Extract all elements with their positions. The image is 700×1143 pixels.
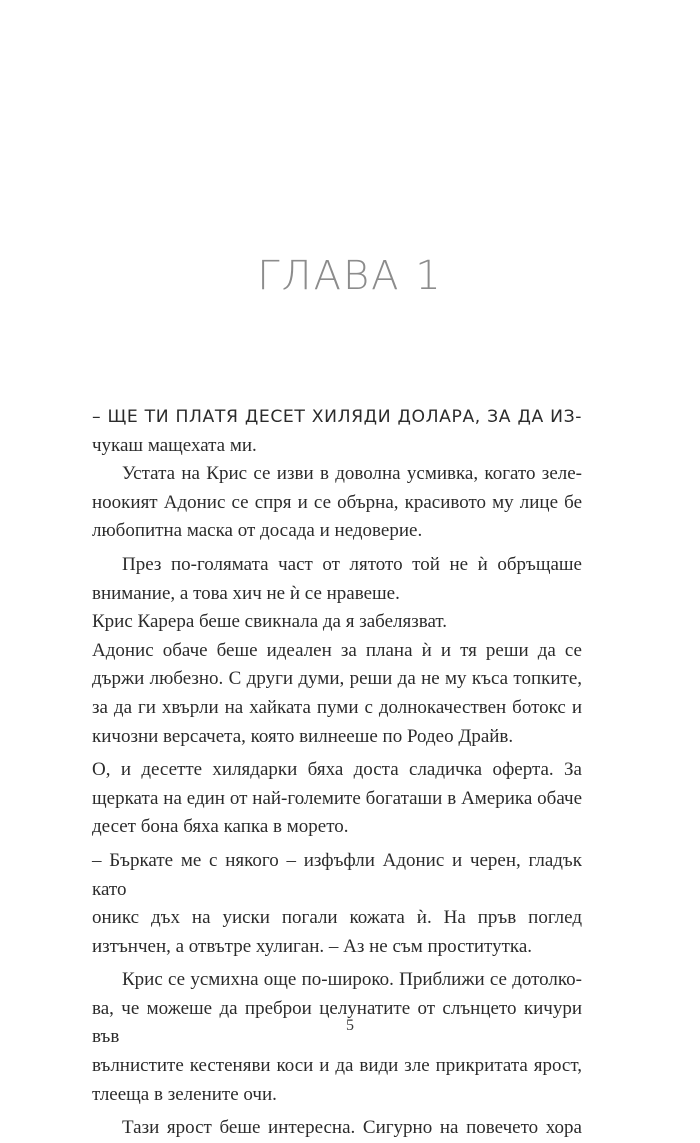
chapter-title: ГЛАВА 1	[257, 253, 443, 299]
opening-line-rest: чукаш мащехата ми.	[92, 434, 257, 456]
paragraph-2	[92, 460, 582, 546]
text-line: – Бъркате ме с някого – изфъфли Адонис и черен, гладък като	[92, 849, 582, 900]
text-line: О, и десетте хилядарки бяха доста сладичка оферта. За	[92, 759, 582, 781]
paragraph-4	[92, 608, 582, 637]
text-line: любопитна маска от досада и недоверие.	[92, 520, 423, 542]
paragraph-opening	[92, 403, 582, 460]
text-line: държи любезно. С други думи, реши да не му къса топките,	[92, 668, 582, 690]
text-line: Крис Карера беше свикнала да я забелязват.	[92, 611, 448, 633]
paragraph-5	[92, 637, 582, 751]
text-line: за да ги хвърли на хайката пуми с долнокачествен ботокс и	[92, 696, 582, 718]
text-line: внимание, а това хич не ѝ се нравеше.	[92, 582, 400, 604]
text-line: ноокият Адонис се спря и се обърна, красивото му лице бе	[92, 491, 582, 513]
paragraph-6	[92, 756, 582, 842]
page-number: 5	[346, 1017, 354, 1034]
paragraph-8	[92, 966, 582, 1109]
text-line: тлееща в зелените очи.	[92, 1083, 277, 1105]
opening-line-caps: – ЩЕ ТИ ПЛАТЯ ДЕСЕТ ХИЛЯДИ ДОЛАРА, ЗА ДА ИЗ-	[92, 407, 582, 427]
paragraph-3	[92, 551, 582, 608]
text-line: щерката на един от най-големите богаташи в Америка обаче	[92, 787, 582, 809]
paragraph-9	[92, 1114, 582, 1143]
text-line: Тази ярост беше интересна. Сигурно на повечето хора	[122, 1117, 582, 1139]
text-line: Адонис обаче беше идеален за плана ѝ и тя реши да се	[92, 639, 582, 661]
text-line: вълнистите кестеняви коси и да види зле прикритата ярост,	[92, 1055, 582, 1077]
text-line: оникс дъх на уиски погали кожата ѝ. На пръв поглед	[92, 907, 582, 929]
text-line: Крис се усмихна още по-широко. Приближи се дотолко-	[122, 969, 582, 991]
text-line: изтънчен, а отвътре хулиган. – Аз не съм проститутка.	[92, 935, 533, 957]
text-line: ва, че можеше да преброи целунатите от слънцето кичури във	[92, 997, 582, 1048]
text-line: През по-голямата част от лятото той не ѝ обръщаше	[122, 553, 582, 575]
text-line: десет бона бяха капка в морето.	[92, 816, 349, 838]
paragraph-7	[92, 847, 582, 961]
text-line: Устата на Крис се изви в доволна усмивка, когато зеле-	[122, 463, 582, 485]
text-line: кичозни версачета, която вилнееше по Родео Драйв.	[92, 725, 514, 747]
